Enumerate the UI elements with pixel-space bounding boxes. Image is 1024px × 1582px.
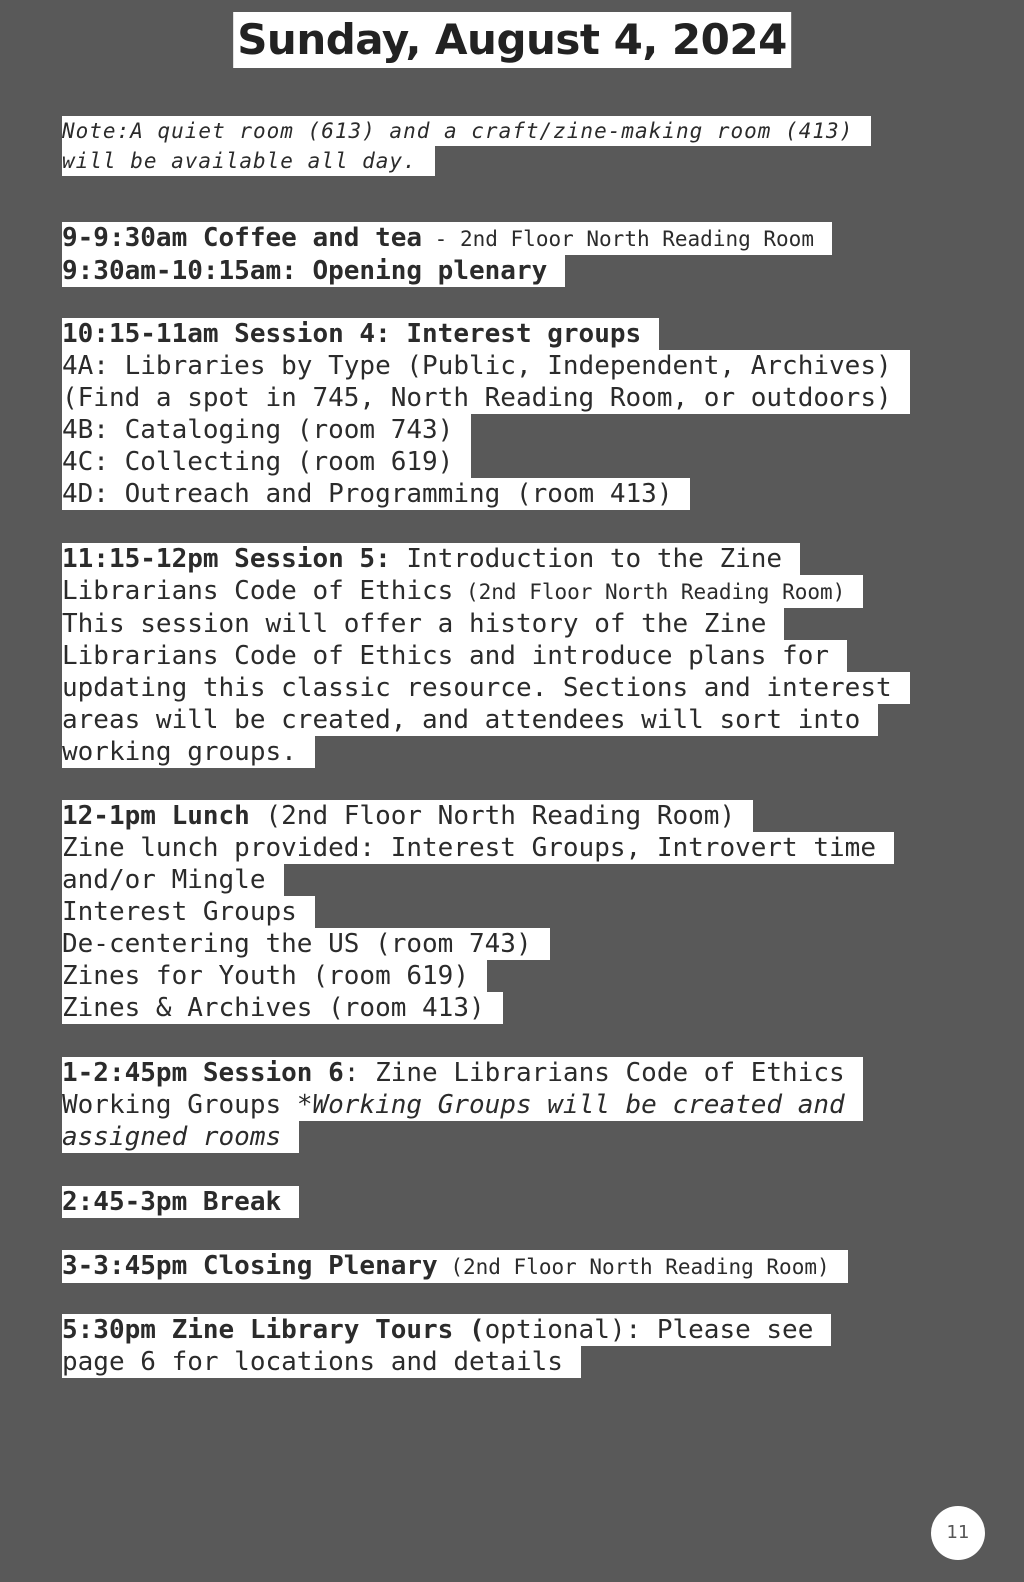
note-line: will be available all day. <box>62 146 435 176</box>
note-block <box>62 116 992 176</box>
tours-heading: 5:30pm Zine Library Tours ( <box>62 1315 485 1345</box>
opening-plenary: 9:30am-10:15am: Opening plenary <box>62 255 565 287</box>
tours-block <box>62 1314 992 1378</box>
tours-text: optional): Please see <box>484 1315 814 1345</box>
lunch-line: Zines for Youth (room 619) <box>62 960 487 992</box>
session6-note: assigned rooms <box>62 1121 299 1153</box>
break-block <box>62 1186 992 1218</box>
lunch-block <box>62 800 992 1024</box>
session6-line <box>62 1057 863 1089</box>
session5-title: Introduction to the Zine <box>390 544 783 574</box>
session5-title: Librarians Code of Ethics <box>62 576 454 606</box>
session4-heading: 10:15-11am Session 4: Interest groups <box>62 318 659 350</box>
session6-text: : Zine Librarians Code of Ethics <box>343 1058 845 1088</box>
session5-desc-line: working groups. <box>62 736 315 768</box>
lunch-heading-line <box>62 800 753 832</box>
lunch-line: and/or Mingle <box>62 864 284 896</box>
session6-note: *Working Groups will be created and <box>296 1090 845 1120</box>
session6-heading: 1-2:45pm Session 6 <box>62 1058 344 1088</box>
lunch-line: Zines & Archives (room 413) <box>62 992 503 1024</box>
session4-line: 4C: Collecting (room 619) <box>62 446 471 478</box>
lunch-line: Zine lunch provided: Interest Groups, Introvert time <box>62 832 894 864</box>
session6-text: Working Groups <box>62 1090 297 1120</box>
lunch-location: (2nd Floor North Reading Room) <box>249 801 736 831</box>
session4-block <box>62 318 992 510</box>
morning-block <box>62 222 992 287</box>
coffee-location: - 2nd Floor North Reading Room <box>422 227 814 251</box>
closing-line <box>62 1250 848 1283</box>
page-number-badge: 11 <box>931 1506 985 1560</box>
session5-location: (2nd Floor North Reading Room) <box>453 580 846 604</box>
session4-line: 4D: Outreach and Programming (room 413) <box>62 478 690 510</box>
lunch-heading: 12-1pm Lunch <box>62 801 250 831</box>
closing-location: (2nd Floor North Reading Room) <box>437 1255 830 1279</box>
session4-line: (Find a spot in 745, North Reading Room, or outdoors) <box>62 382 910 414</box>
closing-block <box>62 1250 992 1283</box>
coffee-line <box>62 222 832 255</box>
session5-desc-line: Librarians Code of Ethics and introduce plans for <box>62 640 847 672</box>
closing-heading: 3-3:45pm Closing Plenary <box>62 1251 438 1281</box>
break-line: 2:45-3pm Break <box>62 1186 299 1218</box>
session4-line: 4B: Cataloging (room 743) <box>62 414 471 446</box>
page-title: Sunday, August 4, 2024 <box>233 12 791 68</box>
session5-title-line <box>62 543 800 575</box>
lunch-line: De-centering the US (room 743) <box>62 928 550 960</box>
session6-block <box>62 1057 992 1153</box>
session5-desc-line: This session will offer a history of the Zine <box>62 608 784 640</box>
session5-desc-line: updating this classic resource. Sections and interest <box>62 672 910 704</box>
lunch-line: Interest Groups <box>62 896 315 928</box>
session5-block <box>62 543 992 768</box>
tours-line: page 6 for locations and details <box>62 1346 581 1378</box>
session5-heading: 11:15-12pm Session 5: <box>62 544 391 574</box>
session5-title-line <box>62 575 863 608</box>
session5-desc-line: areas will be created, and attendees will sort into <box>62 704 878 736</box>
session4-line: 4A: Libraries by Type (Public, Independent, Archives) <box>62 350 910 382</box>
note-line: Note:A quiet room (613) and a craft/zine-making room (413) <box>62 116 871 146</box>
coffee-time: 9-9:30am Coffee and tea <box>62 223 423 253</box>
tours-line <box>62 1314 831 1346</box>
session6-line <box>62 1089 863 1121</box>
